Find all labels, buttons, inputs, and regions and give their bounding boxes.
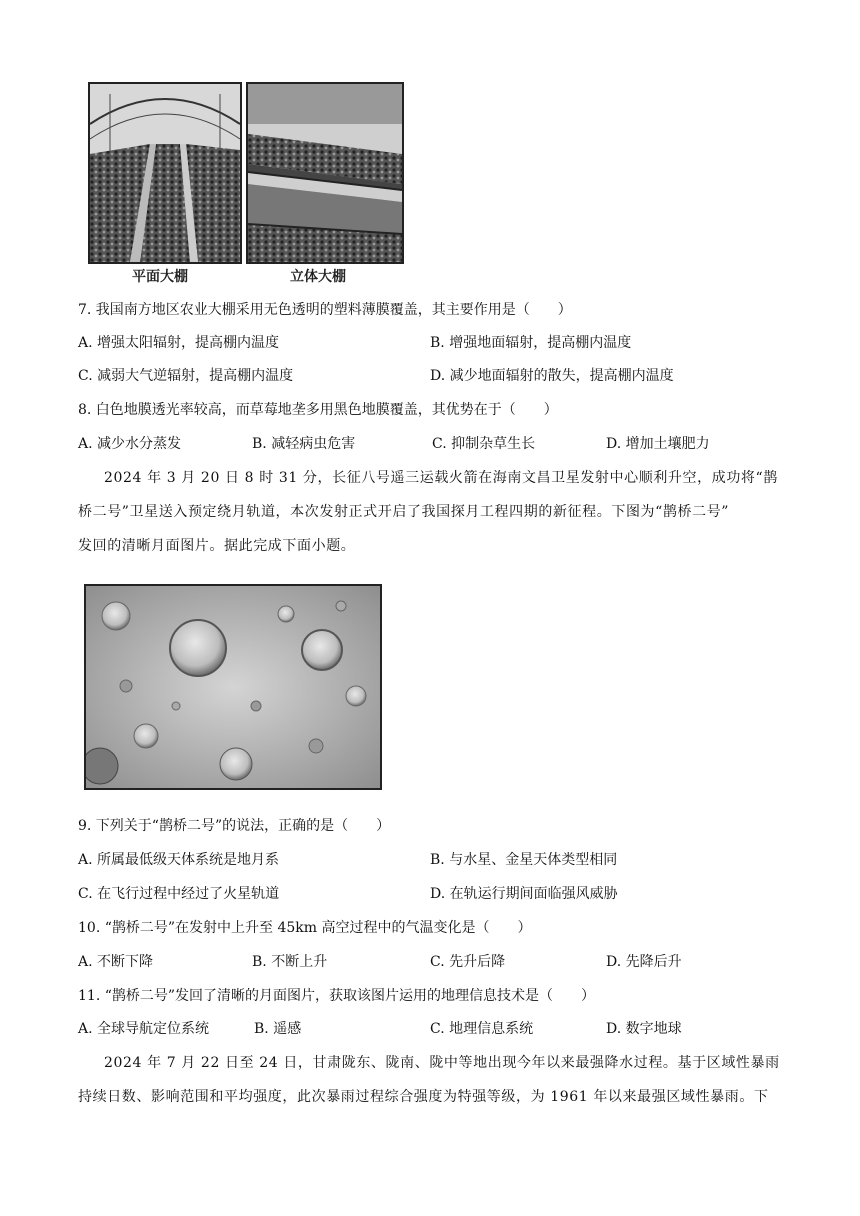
caption-vertical-greenhouse: 立体大棚 <box>290 269 346 285</box>
passage-1-line-3: 发回的清晰月面图片。据此完成下面小题。 <box>78 538 356 554</box>
question-8-option-c: C. 抑制杂草生长 <box>432 436 536 452</box>
moon-surface-image <box>84 584 382 790</box>
question-8-stem: 8. 白色地膜透光率较高，而草莓地垄多用黑色地膜覆盖，其优势在于（ ） <box>78 402 558 418</box>
question-10-stem: 10. “鹊桥二号”在发射中上升至 45km 高空过程中的气温变化是（ ） <box>78 920 532 936</box>
question-9-option-a: A. 所属最低级天体系统是地月系 <box>78 852 280 868</box>
passage-2-line-2: 持续日数、影响范围和平均强度，此次暴雨过程综合强度为特强等级，为 1961 年以来最强区域性暴雨。下 <box>78 1089 769 1105</box>
question-10-option-c: C. 先升后降 <box>430 954 506 970</box>
passage-2-line-1: 2024 年 7 月 22 日至 24 日，甘肃陇东、陇南、陇中等地出现今年以来最强降水过程。基于区域性暴雨 <box>104 1055 780 1071</box>
question-9-stem: 9. 下列关于“鹊桥二号”的说法，正确的是（ ） <box>78 818 391 834</box>
question-10-option-b: B. 不断上升 <box>252 954 328 970</box>
question-8-option-b: B. 减轻病虫危害 <box>252 436 356 452</box>
question-7-option-d: D. 减少地面辐射的散失，提高棚内温度 <box>430 368 674 384</box>
question-9-option-b: B. 与水星、金星天体类型相同 <box>430 852 618 868</box>
caption-flat-greenhouse: 平面大棚 <box>132 269 188 285</box>
question-10-option-a: A. 不断下降 <box>78 954 154 970</box>
question-8-option-d: D. 增加土壤肥力 <box>606 436 710 452</box>
question-11-option-d: D. 数字地球 <box>606 1021 682 1037</box>
greenhouse-photo <box>86 78 408 288</box>
passage-1-line-2: 桥二号”卫星送入预定绕月轨道，本次发射正式开启了我国探月工程四期的新征程。下图为“鹊桥二号” <box>78 504 730 520</box>
question-11-option-c: C. 地理信息系统 <box>430 1021 534 1037</box>
question-7-stem: 7. 我国南方地区农业大棚采用无色透明的塑料薄膜覆盖，其主要作用是（ ） <box>78 302 572 318</box>
question-9-option-c: C. 在飞行过程中经过了火星轨道 <box>78 886 280 902</box>
question-11-stem: 11. “鹊桥二号”发回了清晰的月面图片，获取该图片运用的地理信息技术是（ ） <box>78 988 596 1004</box>
question-8-option-a: A. 减少水分蒸发 <box>78 436 182 452</box>
question-9-option-d: D. 在轨运行期间面临强风威胁 <box>430 886 618 902</box>
question-11-option-a: A. 全球导航定位系统 <box>78 1021 210 1037</box>
question-11-option-b: B. 遥感 <box>254 1021 302 1037</box>
passage-1-line-1: 2024 年 3 月 20 日 8 时 31 分，长征八号遥三运载火箭在海南文昌卫星发射中心顺利升空，成功将“鹊 <box>104 470 778 486</box>
flat-greenhouse-image <box>88 82 242 264</box>
question-7-option-b: B. 增强地面辐射，提高棚内温度 <box>430 335 632 351</box>
question-10-option-d: D. 先降后升 <box>606 954 682 970</box>
question-7-option-a: A. 增强太阳辐射，提高棚内温度 <box>78 335 280 351</box>
question-7-option-c: C. 减弱大气逆辐射，提高棚内温度 <box>78 368 294 384</box>
vertical-greenhouse-image <box>246 82 404 264</box>
